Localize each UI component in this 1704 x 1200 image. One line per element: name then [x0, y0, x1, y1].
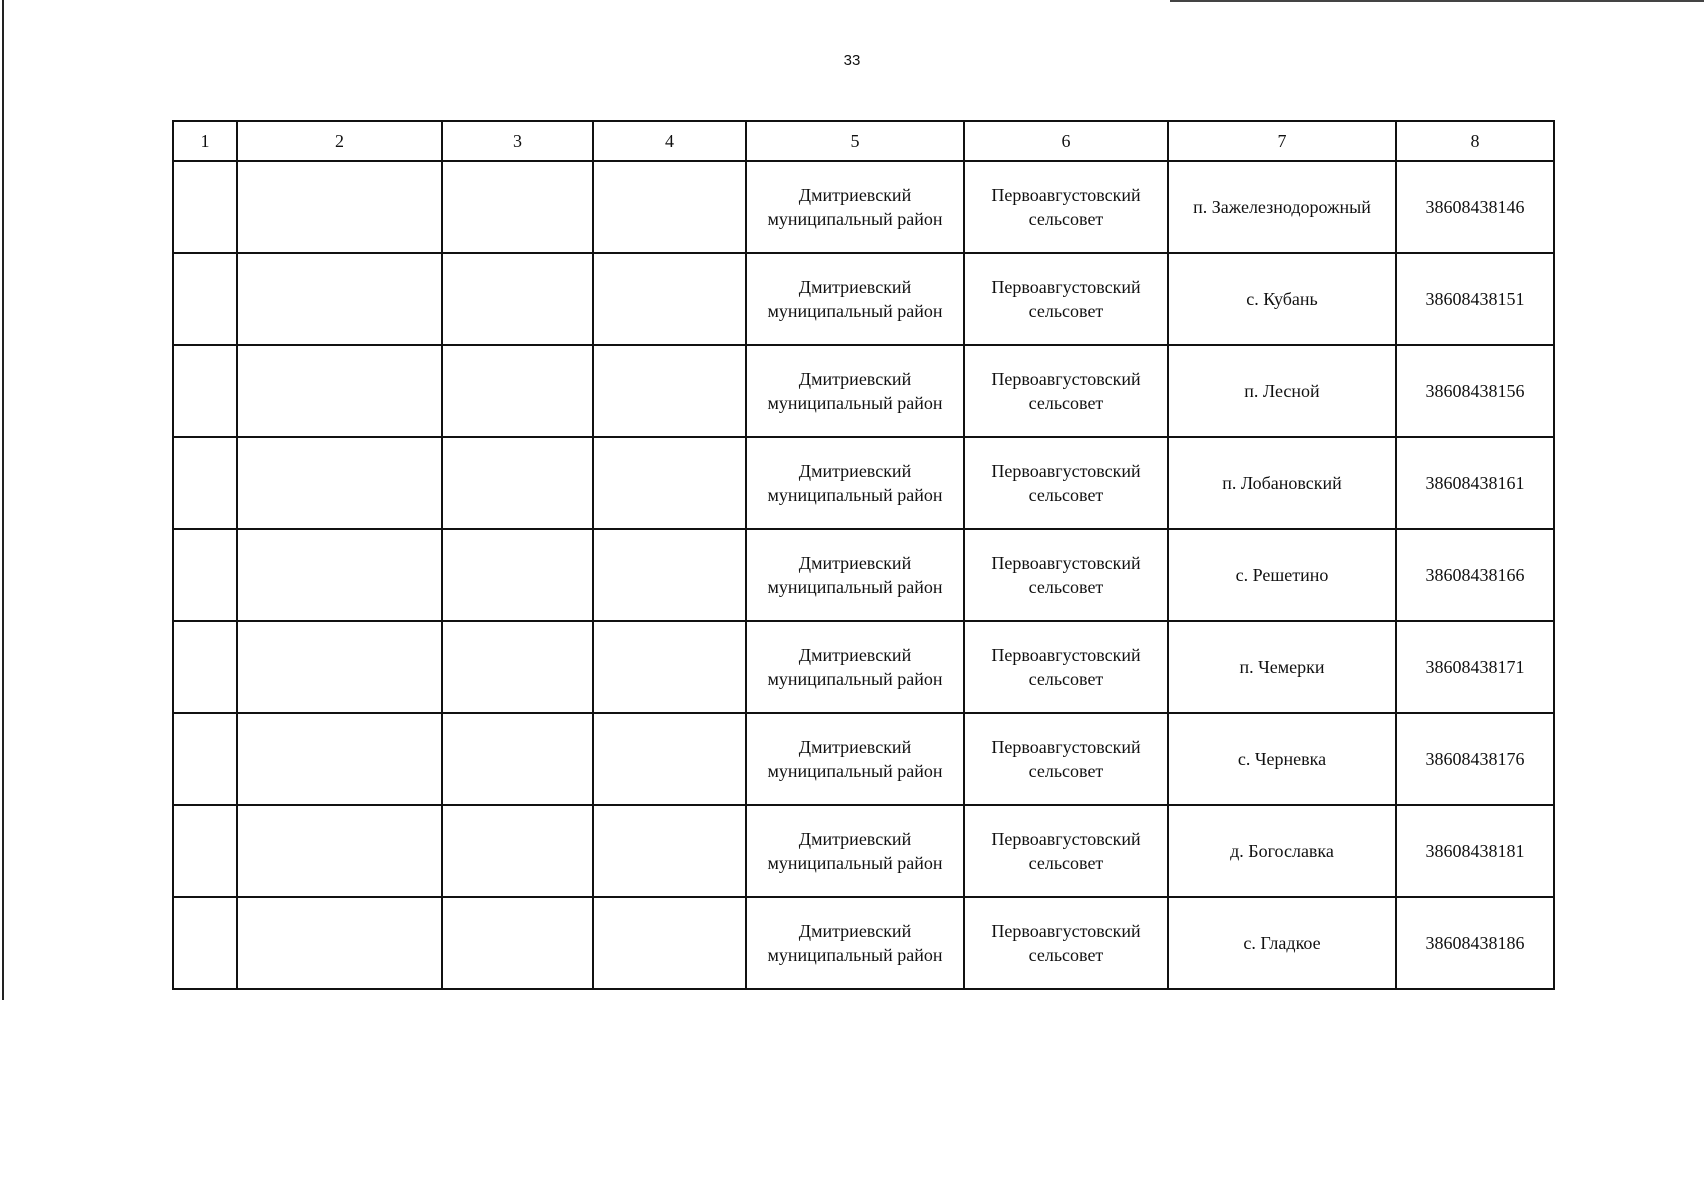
locality-cell: п. Зажелезнодорожный: [1168, 161, 1396, 253]
table-row: [173, 897, 1554, 989]
oktmo-code-cell: 38608438186: [1396, 897, 1554, 989]
empty-cell: [237, 161, 442, 253]
settlement-council-cell: [964, 161, 1168, 253]
empty-cell: [442, 805, 593, 897]
empty-cell: [237, 897, 442, 989]
cell-text-line: сельсовет: [1028, 485, 1104, 505]
cell-text-line: Первоавгустовский: [991, 185, 1141, 205]
cell-text-line: Дмитриевский: [798, 645, 912, 665]
empty-cell: [593, 161, 746, 253]
municipality-cell: [746, 805, 964, 897]
empty-cell: [173, 713, 237, 805]
locality-cell: с. Гладкое: [1168, 897, 1396, 989]
locality-cell: п. Лесной: [1168, 345, 1396, 437]
table-header-row: [173, 121, 1554, 161]
cell-text-line: Первоавгустовский: [991, 553, 1141, 573]
cell-text-line: муниципальный район: [767, 577, 943, 597]
empty-cell: [173, 805, 237, 897]
settlement-council-cell: [964, 529, 1168, 621]
empty-cell: [173, 621, 237, 713]
table-row: [173, 253, 1554, 345]
cell-text-line: сельсовет: [1028, 761, 1104, 781]
oktmo-code-cell: 38608438181: [1396, 805, 1554, 897]
empty-cell: [237, 437, 442, 529]
table-row: [173, 161, 1554, 253]
municipality-cell: [746, 345, 964, 437]
settlement-council-cell: [964, 437, 1168, 529]
cell-text-line: сельсовет: [1028, 209, 1104, 229]
municipality-cell: [746, 529, 964, 621]
municipality-cell: [746, 161, 964, 253]
locality-cell: п. Лобановский: [1168, 437, 1396, 529]
cell-text-line: Дмитриевский: [798, 829, 912, 849]
locality-cell: с. Кубань: [1168, 253, 1396, 345]
cell-text-line: Дмитриевский: [798, 369, 912, 389]
table-row: [173, 437, 1554, 529]
table-row: [173, 805, 1554, 897]
column-header: 5: [746, 121, 964, 161]
empty-cell: [237, 713, 442, 805]
cell-text-line: Первоавгустовский: [991, 277, 1141, 297]
table-row: [173, 345, 1554, 437]
locality-cell: с. Решетино: [1168, 529, 1396, 621]
municipality-cell: [746, 897, 964, 989]
empty-cell: [593, 805, 746, 897]
cell-text-line: муниципальный район: [767, 209, 943, 229]
locality-cell: с. Черневка: [1168, 713, 1396, 805]
cell-text-line: Дмитриевский: [798, 185, 912, 205]
settlement-council-cell: [964, 253, 1168, 345]
cell-text-line: Первоавгустовский: [991, 829, 1141, 849]
cell-text-line: Первоавгустовский: [991, 369, 1141, 389]
scan-edge-top: [1170, 0, 1704, 2]
empty-cell: [442, 713, 593, 805]
settlement-table: [172, 120, 1555, 990]
cell-text-line: Первоавгустовский: [991, 645, 1141, 665]
empty-cell: [593, 529, 746, 621]
column-header: 2: [237, 121, 442, 161]
empty-cell: [237, 529, 442, 621]
table-body: [173, 161, 1554, 989]
oktmo-code-cell: 38608438176: [1396, 713, 1554, 805]
column-header: 4: [593, 121, 746, 161]
settlement-council-cell: [964, 713, 1168, 805]
cell-text-line: сельсовет: [1028, 945, 1104, 965]
cell-text-line: Дмитриевский: [798, 277, 912, 297]
empty-cell: [442, 345, 593, 437]
oktmo-code-cell: 38608438171: [1396, 621, 1554, 713]
empty-cell: [442, 161, 593, 253]
column-header: 8: [1396, 121, 1554, 161]
empty-cell: [593, 897, 746, 989]
empty-cell: [173, 897, 237, 989]
empty-cell: [173, 437, 237, 529]
empty-cell: [442, 253, 593, 345]
settlement-council-cell: [964, 897, 1168, 989]
empty-cell: [237, 253, 442, 345]
cell-text-line: муниципальный район: [767, 485, 943, 505]
empty-cell: [173, 161, 237, 253]
cell-text-line: сельсовет: [1028, 393, 1104, 413]
municipality-cell: [746, 621, 964, 713]
cell-text-line: сельсовет: [1028, 301, 1104, 321]
settlement-council-cell: [964, 805, 1168, 897]
locality-cell: п. Чемерки: [1168, 621, 1396, 713]
cell-text-line: муниципальный район: [767, 301, 943, 321]
column-header: 7: [1168, 121, 1396, 161]
municipality-cell: [746, 437, 964, 529]
settlement-council-cell: [964, 345, 1168, 437]
cell-text-line: муниципальный район: [767, 393, 943, 413]
empty-cell: [593, 253, 746, 345]
empty-cell: [593, 345, 746, 437]
table-row: [173, 529, 1554, 621]
locality-cell: д. Богославка: [1168, 805, 1396, 897]
cell-text-line: Дмитриевский: [798, 737, 912, 757]
cell-text-line: муниципальный район: [767, 853, 943, 873]
oktmo-code-cell: 38608438146: [1396, 161, 1554, 253]
cell-text-line: Дмитриевский: [798, 461, 912, 481]
empty-cell: [173, 253, 237, 345]
empty-cell: [173, 345, 237, 437]
column-header: 1: [173, 121, 237, 161]
cell-text-line: сельсовет: [1028, 853, 1104, 873]
cell-text-line: муниципальный район: [767, 761, 943, 781]
oktmo-code-cell: 38608438166: [1396, 529, 1554, 621]
empty-cell: [237, 621, 442, 713]
column-header: 3: [442, 121, 593, 161]
municipality-cell: [746, 713, 964, 805]
page-number: 33: [843, 52, 861, 69]
settlement-council-cell: [964, 621, 1168, 713]
cell-text-line: Дмитриевский: [798, 921, 912, 941]
cell-text-line: сельсовет: [1028, 669, 1104, 689]
oktmo-code-cell: 38608438151: [1396, 253, 1554, 345]
scan-edge-left: [2, 0, 4, 1000]
cell-text-line: Дмитриевский: [798, 553, 912, 573]
municipality-cell: [746, 253, 964, 345]
empty-cell: [593, 621, 746, 713]
cell-text-line: муниципальный район: [767, 669, 943, 689]
oktmo-code-cell: 38608438161: [1396, 437, 1554, 529]
table-row: [173, 621, 1554, 713]
cell-text-line: сельсовет: [1028, 577, 1104, 597]
cell-text-line: Первоавгустовский: [991, 461, 1141, 481]
cell-text-line: Первоавгустовский: [991, 737, 1141, 757]
cell-text-line: муниципальный район: [767, 945, 943, 965]
empty-cell: [237, 345, 442, 437]
empty-cell: [442, 621, 593, 713]
empty-cell: [442, 529, 593, 621]
cell-text-line: Первоавгустовский: [991, 921, 1141, 941]
oktmo-code-cell: 38608438156: [1396, 345, 1554, 437]
empty-cell: [593, 437, 746, 529]
empty-cell: [173, 529, 237, 621]
column-header: 6: [964, 121, 1168, 161]
empty-cell: [237, 805, 442, 897]
table-row: [173, 713, 1554, 805]
empty-cell: [442, 897, 593, 989]
empty-cell: [442, 437, 593, 529]
empty-cell: [593, 713, 746, 805]
